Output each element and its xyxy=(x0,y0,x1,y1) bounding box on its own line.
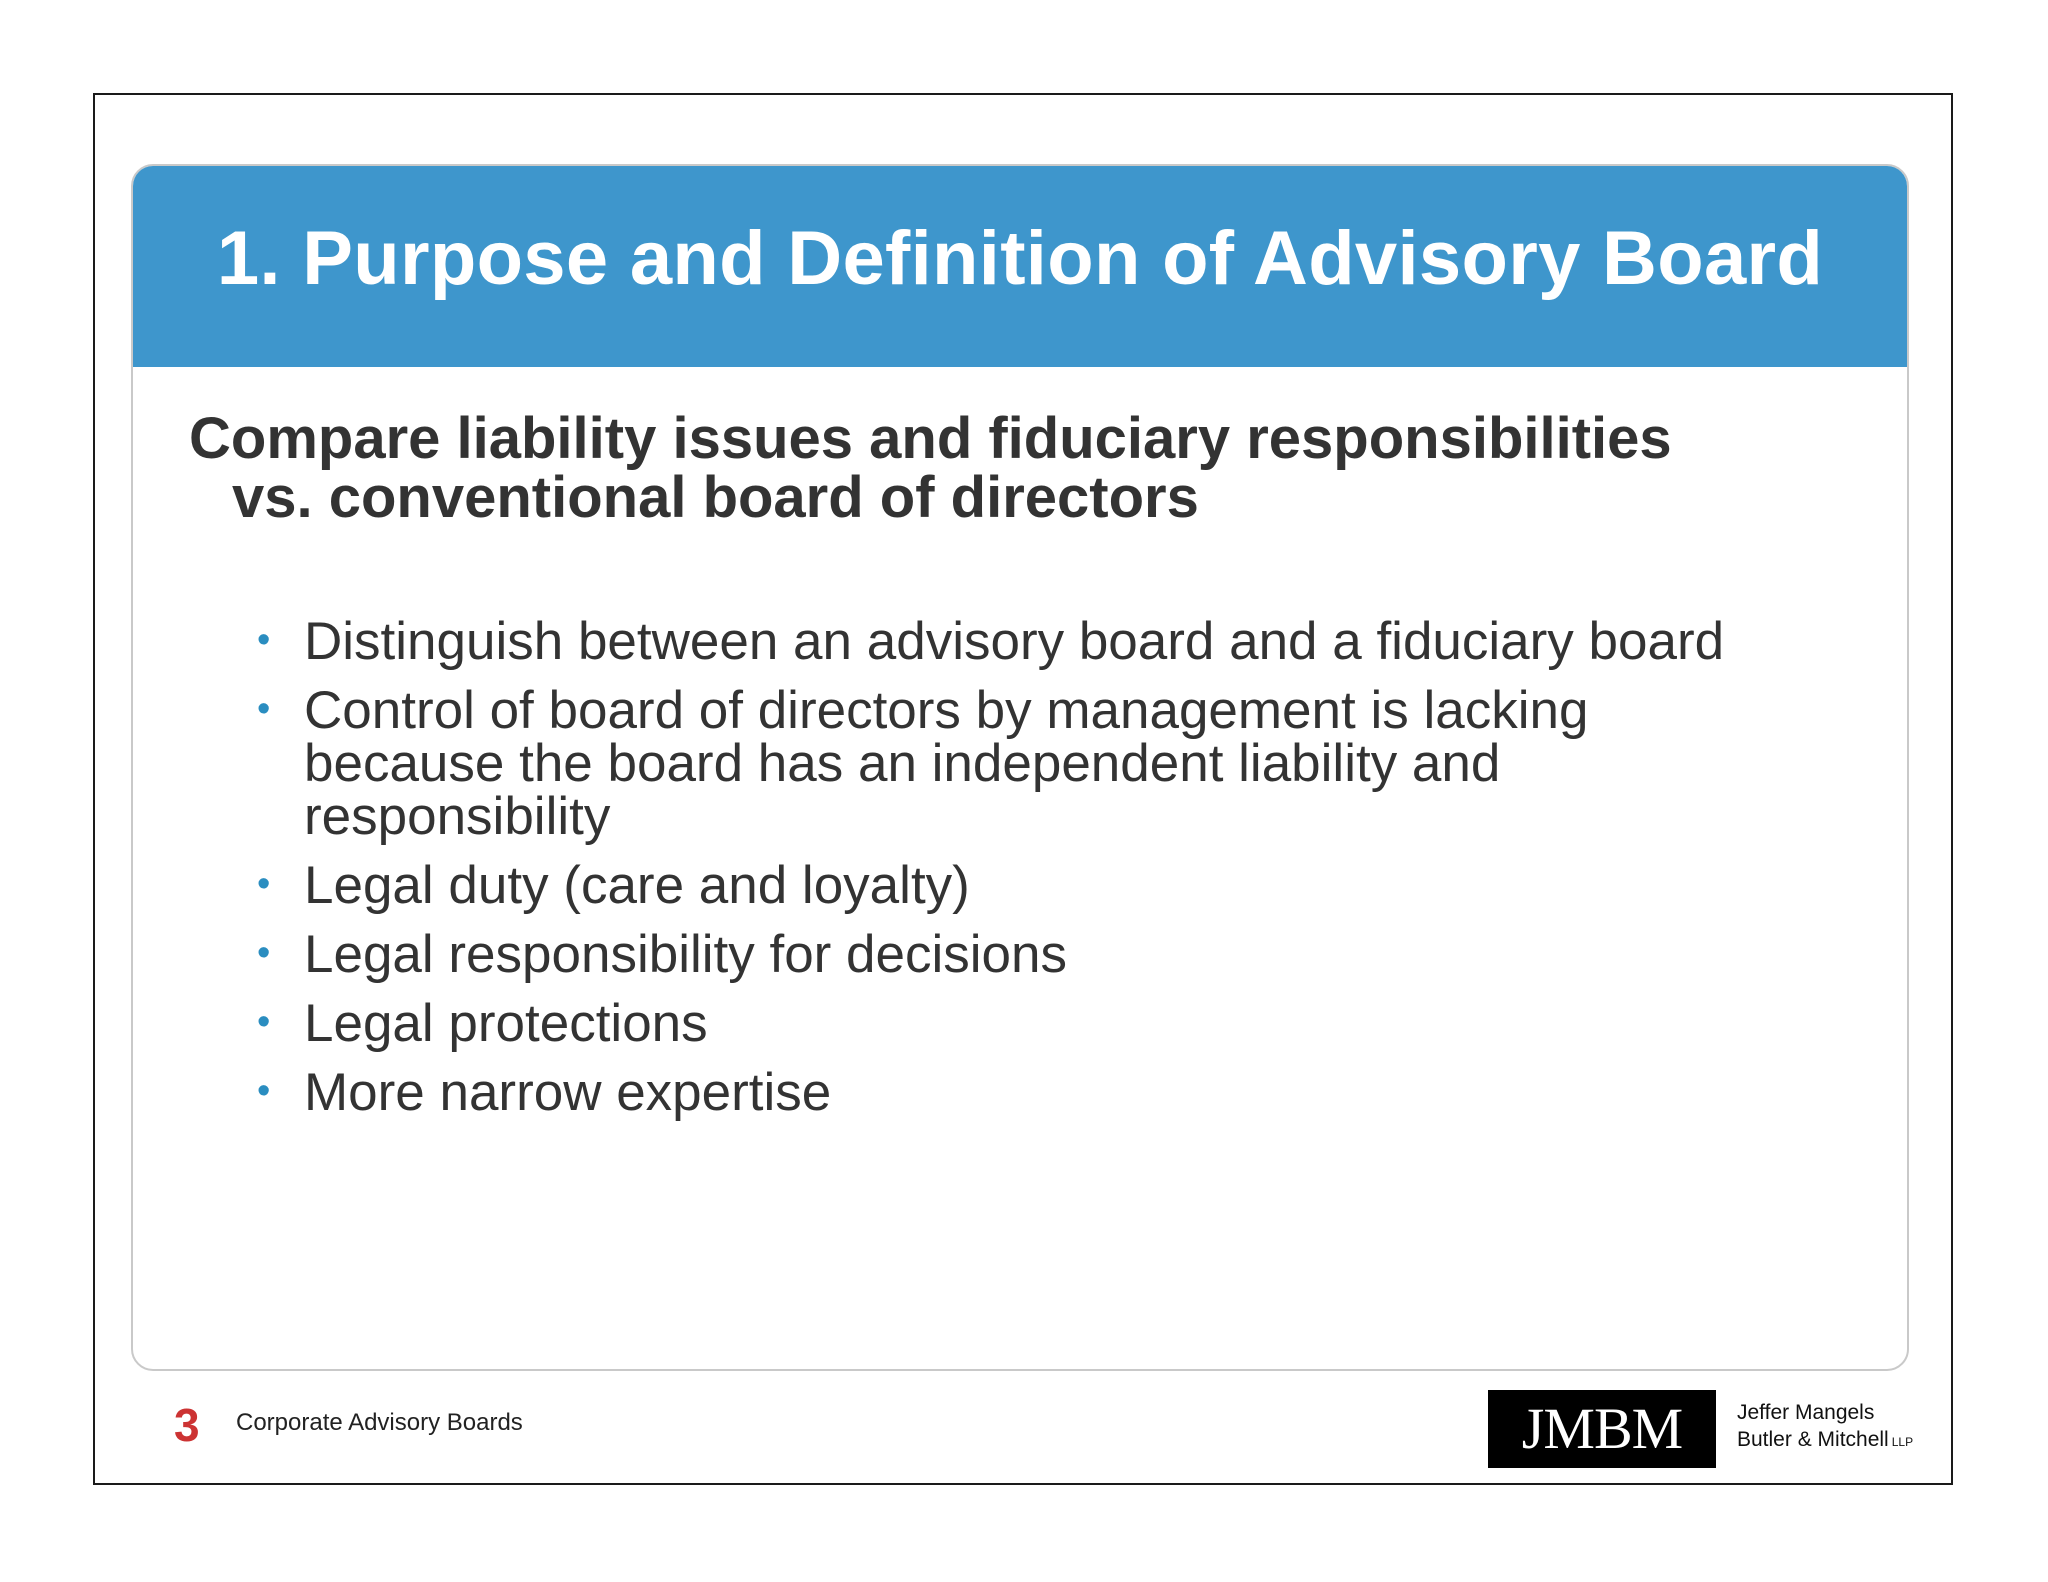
bullet-text: More narrow expertise xyxy=(304,1063,832,1122)
bullet-item xyxy=(257,681,1674,846)
footer-title: Corporate Advisory Boards xyxy=(236,1409,523,1436)
bullet-text: Distinguish between an advisory board and a fiduciary board xyxy=(304,612,1725,671)
bullet-list xyxy=(257,612,1877,1135)
bullet-item xyxy=(257,1063,1877,1122)
slide-title: 1. Purpose and Definition of Advisory Board xyxy=(216,216,1824,301)
bullet-text: Legal duty (care and loyalty) xyxy=(304,856,970,915)
bullet-item xyxy=(257,994,1877,1053)
subheading-line-1: Compare liability issues and fiduciary responsibilities xyxy=(189,406,1672,471)
bullet-item xyxy=(257,612,1877,671)
logo-text: JMBM xyxy=(1521,1396,1683,1461)
firm-name-line-2 xyxy=(1737,1426,1913,1456)
bullet-dot-icon: • xyxy=(257,619,271,661)
bullet-text: Control of board of directors by management is lacking because the board has an independent liability and responsibility xyxy=(304,681,1589,846)
firm-name xyxy=(1737,1399,1913,1456)
content-panel xyxy=(131,164,1909,1371)
bullet-item xyxy=(257,925,1877,984)
firm-logo xyxy=(1488,1390,1716,1468)
bullet-item xyxy=(257,856,1877,915)
bullet-dot-icon: • xyxy=(257,863,271,905)
slide-subheading xyxy=(189,406,1869,530)
bullet-dot-icon: • xyxy=(257,1070,271,1112)
firm-name-line-1: Jeffer Mangels xyxy=(1737,1401,1875,1424)
bullet-dot-icon: • xyxy=(257,932,271,974)
bullet-text: Legal responsibility for decisions xyxy=(304,925,1068,984)
title-bar xyxy=(133,166,1907,367)
bullet-dot-icon: • xyxy=(257,688,271,730)
page-number: 3 xyxy=(174,1399,200,1451)
bullet-text: Legal protections xyxy=(304,994,708,1053)
bullet-dot-icon: • xyxy=(257,1001,271,1043)
firm-suffix: LLP xyxy=(1891,1435,1914,1449)
subheading-line-2: vs. conventional board of directors xyxy=(232,465,1199,530)
firm-name-line-2-text: Butler & Mitchell xyxy=(1737,1428,1889,1451)
